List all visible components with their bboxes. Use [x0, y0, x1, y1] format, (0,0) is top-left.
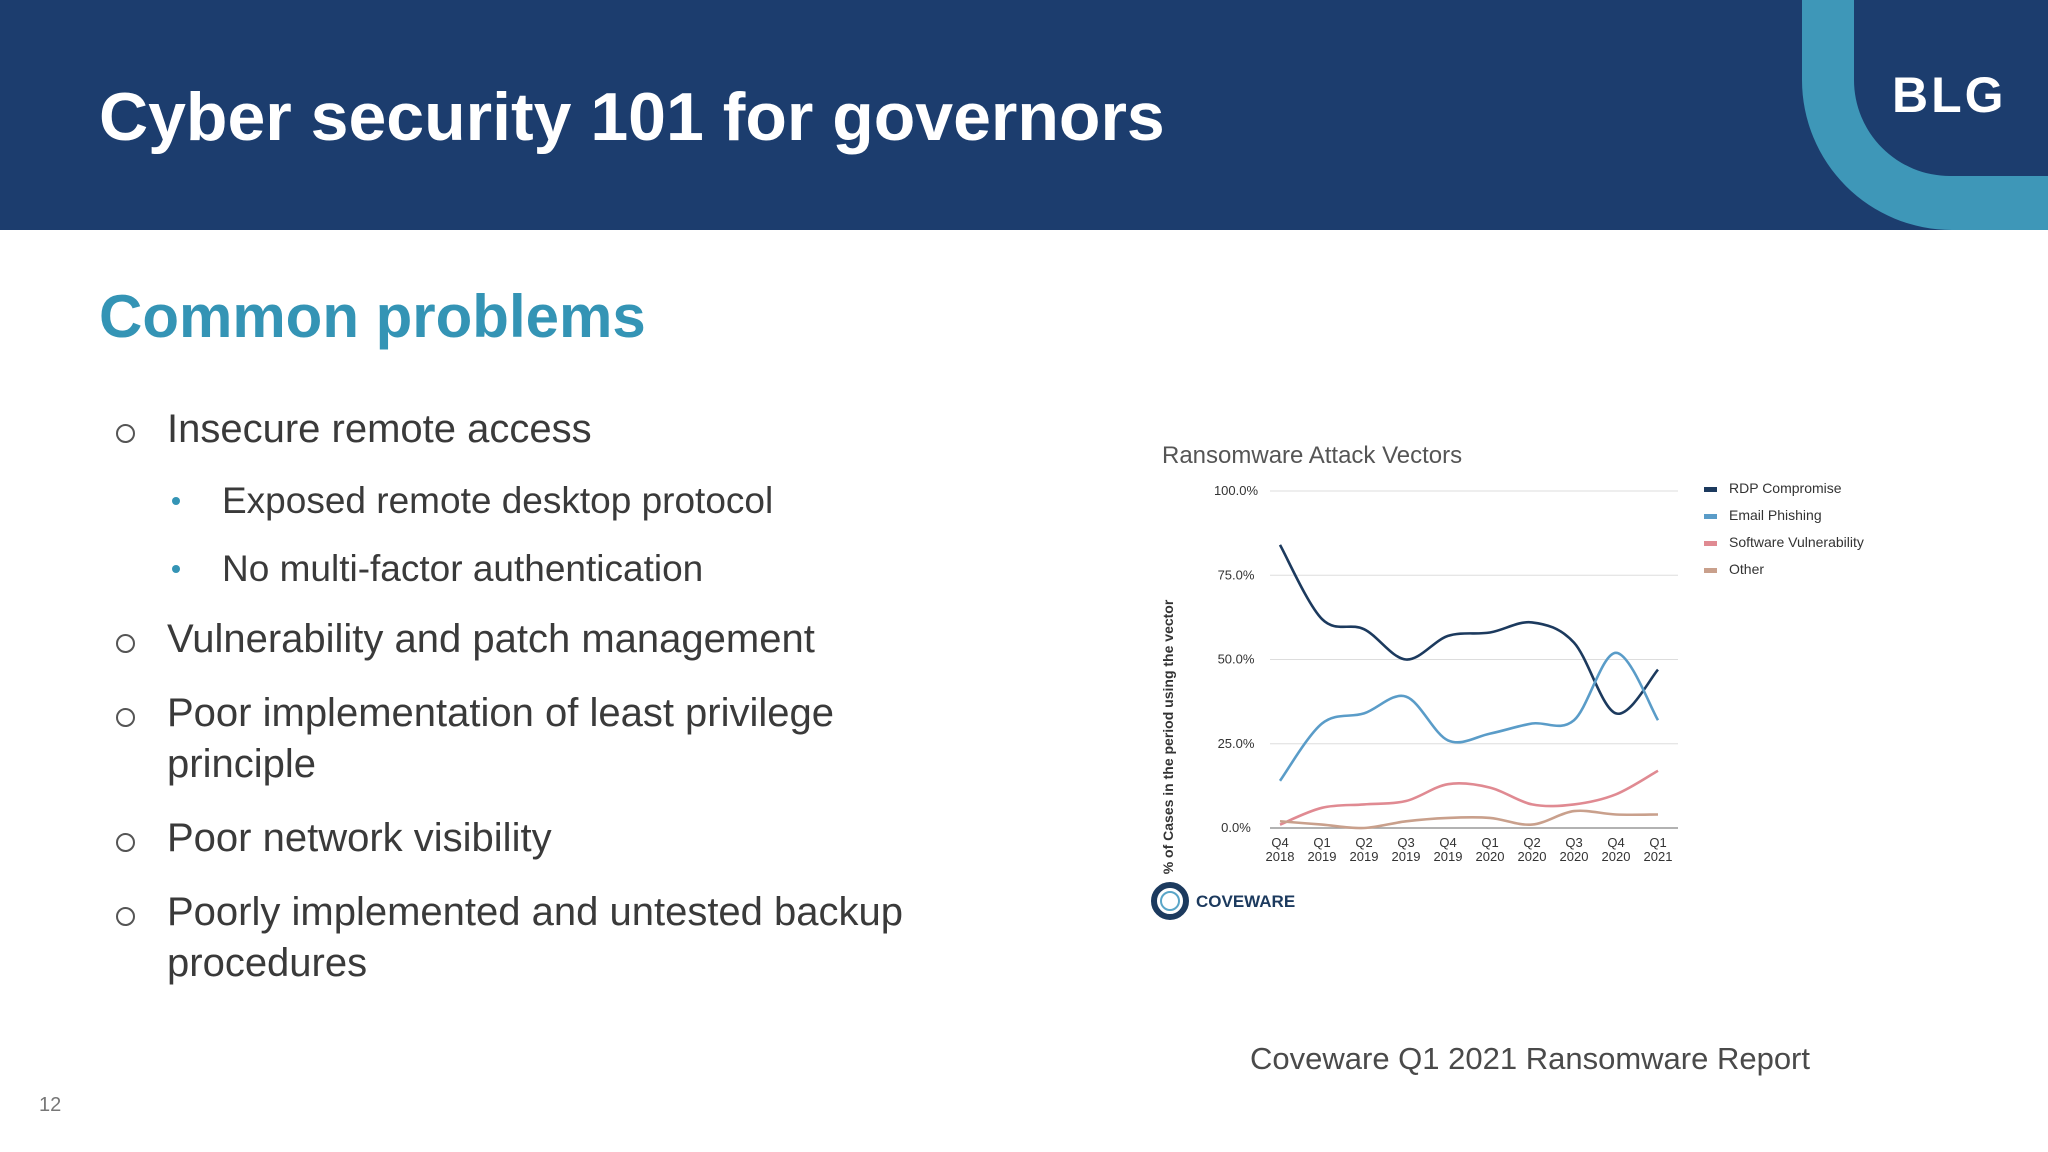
x-tick-label: Q4 — [1271, 835, 1289, 850]
bullet-item: Poor network visibility — [112, 813, 1012, 864]
y-tick-label: 75.0% — [1217, 567, 1255, 583]
y-tick-label: 25.0% — [1217, 735, 1255, 751]
x-tick-label: Q2 — [1355, 835, 1373, 850]
legend-label-software-vulnerability: Software Vulnerability — [1729, 534, 1864, 550]
legend-swatch-other — [1704, 568, 1717, 573]
chart-gridlines — [1270, 491, 1678, 828]
legend-swatch-email-phishing — [1704, 514, 1717, 519]
y-tick-label: 50.0% — [1217, 651, 1255, 667]
x-tick-label: 2020 — [1475, 849, 1505, 864]
blg-logo: BLG — [1892, 67, 2007, 123]
x-tick-label: Q4 — [1607, 835, 1625, 850]
x-tick-labels — [1266, 835, 1673, 864]
series-line-rdp-compromise — [1280, 545, 1658, 714]
y-tick-labels — [1214, 483, 1259, 835]
x-tick-label: Q2 — [1523, 835, 1541, 850]
legend-label-email-phishing: Email Phishing — [1729, 507, 1822, 523]
x-tick-label: 2019 — [1391, 849, 1421, 864]
chart-title: Ransomware Attack Vectors — [1162, 442, 1463, 469]
hollow-circle-bullet-icon — [116, 833, 135, 852]
legend-swatch-rdp-compromise — [1704, 487, 1717, 492]
bullet-item: Poorly implemented and untested backup procedures — [112, 887, 1027, 989]
x-tick-label: 2020 — [1601, 849, 1631, 864]
ransomware-chart — [1140, 425, 1920, 945]
dot-bullet-icon — [172, 497, 180, 505]
page-number: 12 — [39, 1094, 62, 1116]
bullet-list — [112, 404, 1012, 1012]
x-tick-label: 2020 — [1517, 849, 1547, 864]
sub-bullet-item: Exposed remote desktop protocol — [112, 478, 1012, 524]
x-tick-label: Q3 — [1565, 835, 1583, 850]
bullet-item: Vulnerability and patch management — [112, 614, 1012, 665]
chart-legend — [1704, 480, 1864, 577]
hollow-circle-bullet-icon — [116, 634, 135, 653]
x-tick-label: Q4 — [1439, 835, 1457, 850]
coveware-brand: COVEWARE — [1196, 892, 1296, 911]
x-tick-label: Q1 — [1649, 835, 1667, 850]
coveware-inner-ring-icon — [1161, 892, 1179, 910]
chart-source: Coveware Q1 2021 Ransomware Report — [1250, 1041, 1810, 1076]
coveware-ring-icon — [1154, 885, 1186, 917]
dot-bullet-icon — [172, 565, 180, 573]
hollow-circle-bullet-icon — [116, 424, 135, 443]
chart-series — [1280, 545, 1658, 828]
x-tick-label: Q1 — [1313, 835, 1331, 850]
x-tick-label: 2018 — [1265, 849, 1295, 864]
y-axis-label: % of Cases in the period using the vector — [1160, 599, 1176, 875]
x-tick-label: 2019 — [1433, 849, 1463, 864]
y-tick-label: 100.0% — [1213, 483, 1259, 498]
series-line-other — [1280, 811, 1658, 828]
coveware-logo — [1154, 885, 1295, 917]
bullet-item: Insecure remote access — [112, 404, 1012, 455]
slide-header — [0, 0, 2048, 230]
legend-label-other: Other — [1729, 561, 1765, 577]
x-tick-label: Q1 — [1481, 835, 1499, 850]
x-tick-label: 2019 — [1349, 849, 1379, 864]
hollow-circle-bullet-icon — [116, 708, 135, 727]
bullet-item: Poor implementation of least privilege principle — [112, 688, 927, 790]
section-title: Common problems — [99, 283, 646, 350]
legend-swatch-software-vulnerability — [1704, 541, 1717, 546]
x-tick-label: Q3 — [1397, 835, 1415, 850]
x-tick-label: 2021 — [1643, 849, 1673, 864]
x-tick-label: 2019 — [1307, 849, 1337, 864]
y-tick-label: 0.0% — [1221, 820, 1251, 835]
legend-label-rdp-compromise: RDP Compromise — [1729, 480, 1842, 496]
x-tick-label: 2020 — [1559, 849, 1589, 864]
slide-title: Cyber security 101 for governors — [99, 79, 1165, 155]
series-line-email-phishing — [1280, 653, 1658, 781]
sub-bullet-item: No multi-factor authentication — [112, 546, 1012, 592]
hollow-circle-bullet-icon — [116, 907, 135, 926]
